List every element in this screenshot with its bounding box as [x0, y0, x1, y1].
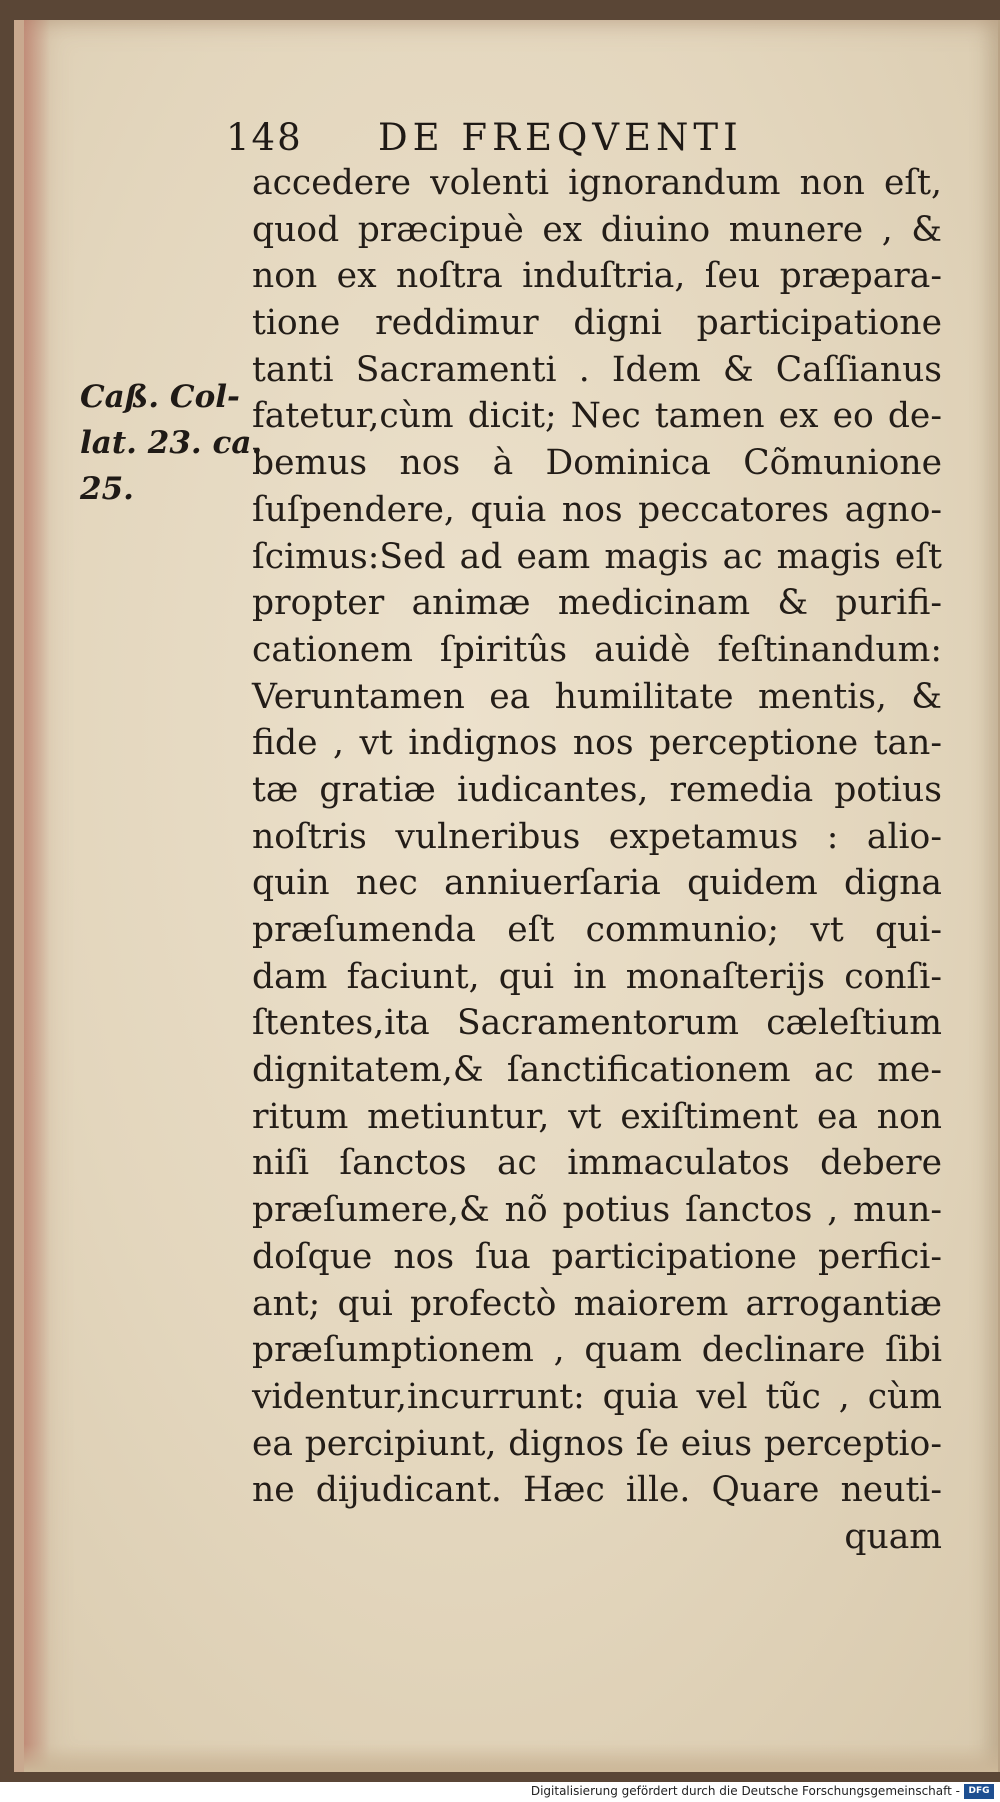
catchword: quam — [844, 1516, 942, 1557]
marginal-note-line: lat. 23. ca. — [80, 425, 263, 461]
text-line: ritum metiuntur, vt exiſtiment ea non — [252, 1096, 942, 1137]
text-line: cationem ſpiritûs auidè feſtinandum: — [252, 629, 942, 670]
text-line: tione reddimur digni participatione — [252, 303, 942, 344]
marginal-note — [80, 374, 263, 512]
text-line: tæ gratiæ iudicantes, remedia potius — [252, 769, 942, 810]
digitization-credit: Digitalisierung gefördert durch die Deutsche Forschungsgemeinschaft - — [530, 1784, 960, 1798]
text-line: bemus nos à Dominica Cõmunione — [252, 443, 942, 484]
page-header — [226, 108, 826, 164]
text-line: ne dijudicant. Hæc ille. Quare neuti- — [252, 1470, 942, 1511]
page-bottom-edge — [24, 1744, 998, 1772]
dfg-logo-icon: DFG — [964, 1784, 994, 1799]
text-line: fide , vt indignos nos perceptione tan- — [252, 723, 942, 764]
text-line: quod præcipuè ex diuino munere , & — [252, 209, 942, 250]
text-line: dignitatem,& ſanctificationem ac me- — [252, 1050, 942, 1091]
text-line: doſque nos ſua participatione perfici- — [252, 1236, 942, 1277]
text-line: niſi ſanctos ac immaculatos debere — [252, 1143, 942, 1184]
text-line: dam faciunt, qui in monaſterijs conſi- — [252, 956, 942, 997]
text-line: ſuſpendere, quia nos peccatores agno- — [252, 489, 942, 530]
text-line: noſtris vulneribus expetamus : alio- — [252, 816, 942, 857]
text-line: ſcimus:Sed ad eam magis ac magis eſt — [252, 536, 942, 577]
text-line: præſumere,& nõ potius ſanctos , mun- — [252, 1190, 942, 1231]
text-line: præſumptionem , quam declinare ſibi — [252, 1330, 942, 1371]
text-line: accedere volenti ignorandum non eſt, — [252, 163, 942, 203]
text-line: non ex noſtra induſtria, ſeu præpara- — [252, 256, 942, 297]
text-line: fatetur,cùm dicit; Nec tamen ex eo de- — [252, 396, 942, 437]
text-line: ſtentes,ita Sacramentorum cæleſtium — [252, 1003, 942, 1044]
body-text — [252, 160, 942, 1561]
text-line: ea percipiunt, dignos ſe eius perceptio- — [252, 1423, 942, 1464]
text-line: quin nec anniuerſaria quidem digna — [252, 863, 942, 904]
page-number: 148 — [226, 116, 303, 159]
marginal-note-line: 25. — [80, 471, 134, 507]
text-line: Veruntamen ea humilitate mentis, & — [252, 676, 942, 717]
text-line: præſumenda eſt communio; vt qui- — [252, 910, 942, 950]
page-edge-stain — [24, 20, 50, 1772]
text-line: propter animæ medicinam & purifi- — [252, 583, 942, 624]
text-line: ant; qui profectò maiorem arrogantiæ — [252, 1283, 942, 1324]
text-line: videntur,incurrunt: quia vel tũc , cùm — [252, 1376, 942, 1417]
running-title: DE FREQVENTI — [378, 116, 743, 159]
text-line: tanti Sacramenti . Idem & Caſſianus — [252, 349, 942, 390]
marginal-note-line: Caß. Col- — [80, 379, 240, 415]
